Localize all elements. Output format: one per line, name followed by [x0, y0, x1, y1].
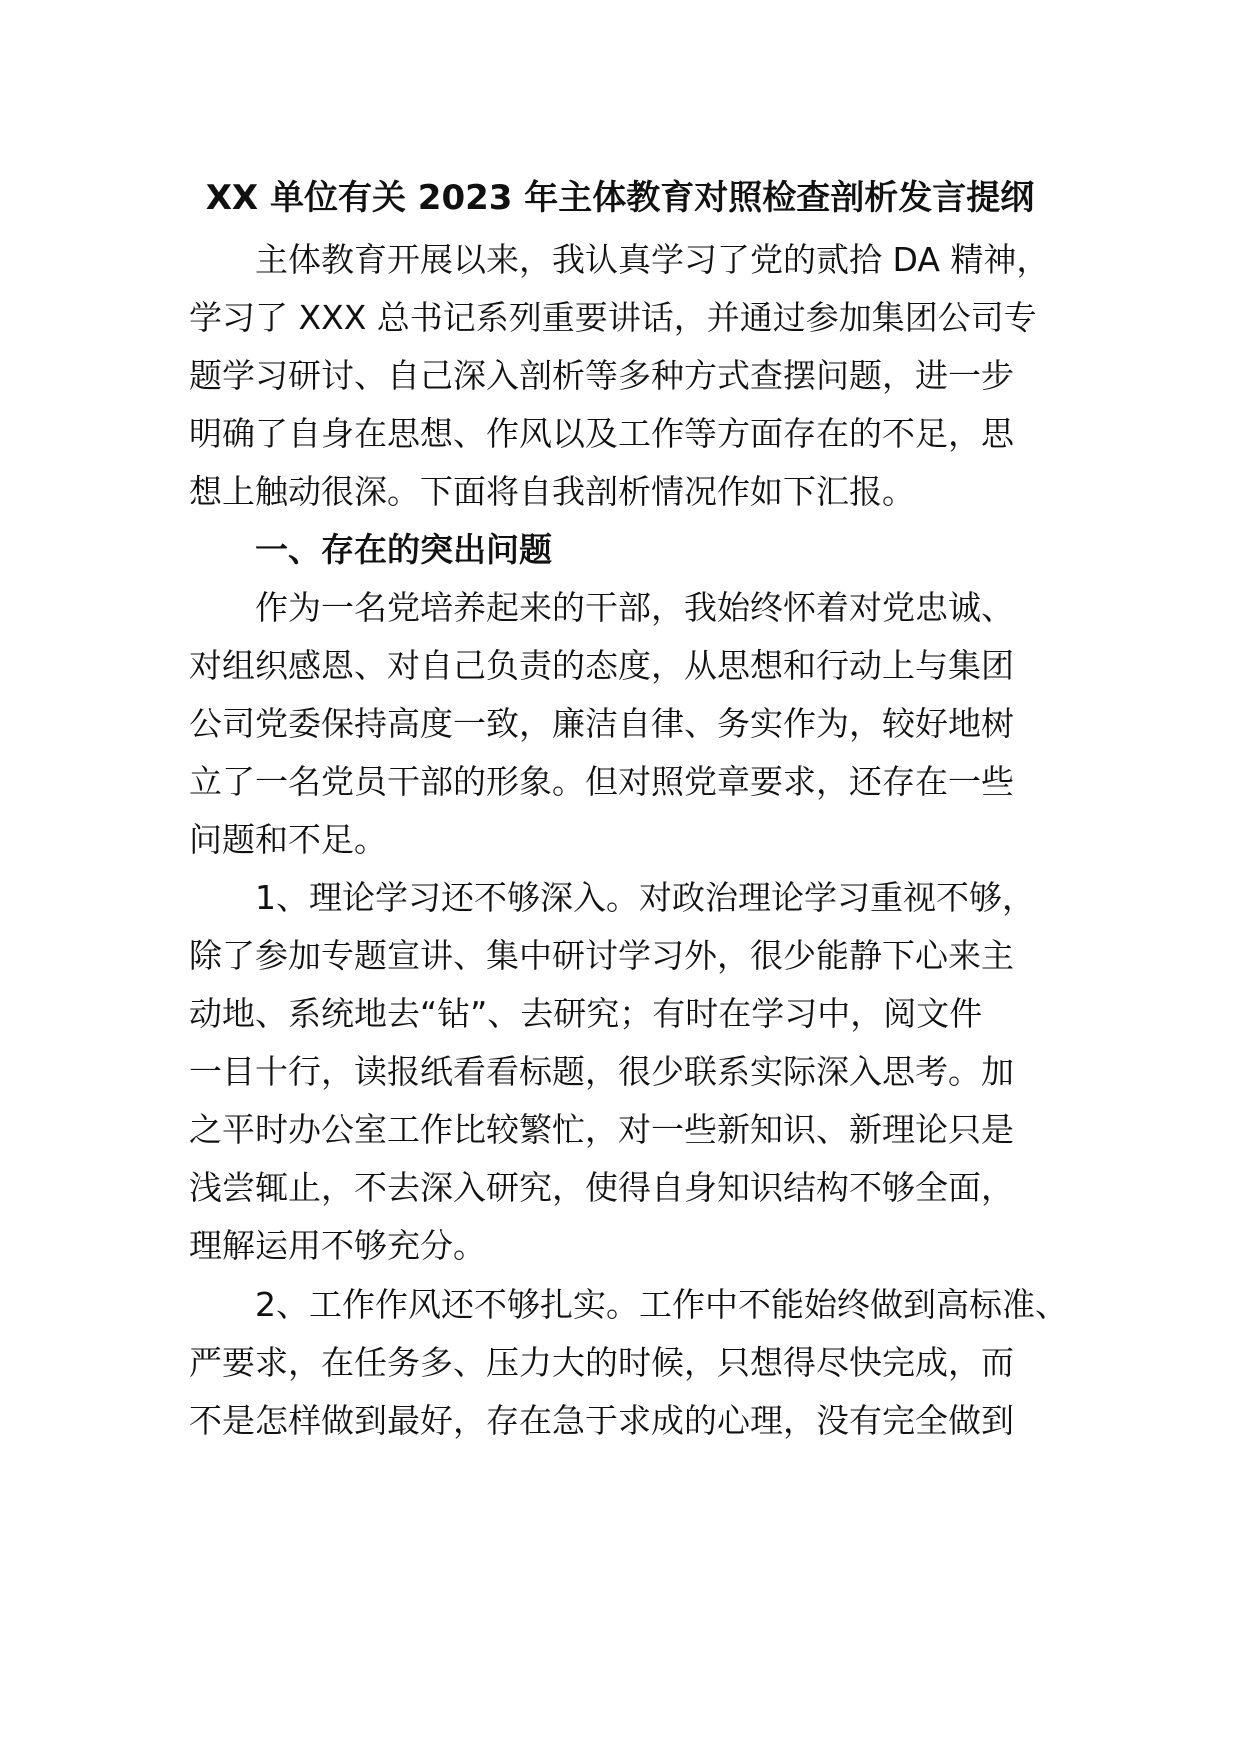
paragraph-item1-line-3: 动地、系统地去“钻”、去研究；有时在学习中，阅文件	[189, 994, 983, 1033]
paragraph-intro-line-5: 想上触动很深。下面将自我剖析情况作如下汇报。	[189, 472, 915, 511]
paragraph-intro-line-3: 题学习研讨、自己深入剖析等多种方式查摆问题，进一步	[189, 356, 1014, 395]
paragraph-item1-line-1: 1、理论学习还不够深入。对政治理论学习重视不够，	[255, 878, 1035, 917]
paragraph-item1-line-5: 之平时办公室工作比较繁忙，对一些新知识、新理论只是	[189, 1110, 1014, 1149]
paragraph-section-line-5: 问题和不足。	[189, 820, 387, 859]
paragraph-item2-line-3: 不是怎样做到最好，存在急于求成的心理，没有完全做到	[189, 1401, 1014, 1440]
paragraph-item2-line-1: 2、工作作风还不够扎实。工作中不能始终做到高标准、	[255, 1285, 1068, 1324]
paragraph-section-line-3: 公司党委保持高度一致，廉洁自律、务实作为，较好地树	[189, 704, 1014, 743]
paragraph-section-line-1: 作为一名党培养起来的干部，我始终怀着对党忠诚、	[255, 588, 1014, 627]
document-title: XX 单位有关 2023 年主体教育对照检查剖析发言提纲	[205, 178, 1035, 218]
section-heading-1: 一、存在的突出问题	[255, 530, 552, 569]
paragraph-section-line-4: 立了一名党员干部的形象。但对照党章要求，还存在一些	[189, 762, 1014, 801]
paragraph-item2-line-2: 严要求，在任务多、压力大的时候，只想得尽快完成，而	[189, 1343, 1014, 1382]
paragraph-intro-line-2: 学习了 XXX 总书记系列重要讲话，并通过参加集团公司专	[189, 298, 1037, 337]
paragraph-intro-line-4: 明确了自身在思想、作风以及工作等方面存在的不足，思	[189, 414, 1014, 453]
paragraph-item1-line-2: 除了参加专题宣讲、集中研讨学习外，很少能静下心来主	[189, 936, 1014, 975]
paragraph-item1-line-4: 一目十行，读报纸看看标题，很少联系实际深入思考。加	[189, 1052, 1014, 1091]
paragraph-item1-line-7: 理解运用不够充分。	[189, 1226, 486, 1265]
paragraph-intro-line-1: 主体教育开展以来，我认真学习了党的贰拾 DA 精神，	[255, 240, 1050, 279]
paragraph-section-line-2: 对组织感恩、对自己负责的态度，从思想和行动上与集团	[189, 646, 1014, 685]
paragraph-item1-line-6: 浅尝辄止，不去深入研究，使得自身知识结构不够全面，	[189, 1168, 1014, 1207]
